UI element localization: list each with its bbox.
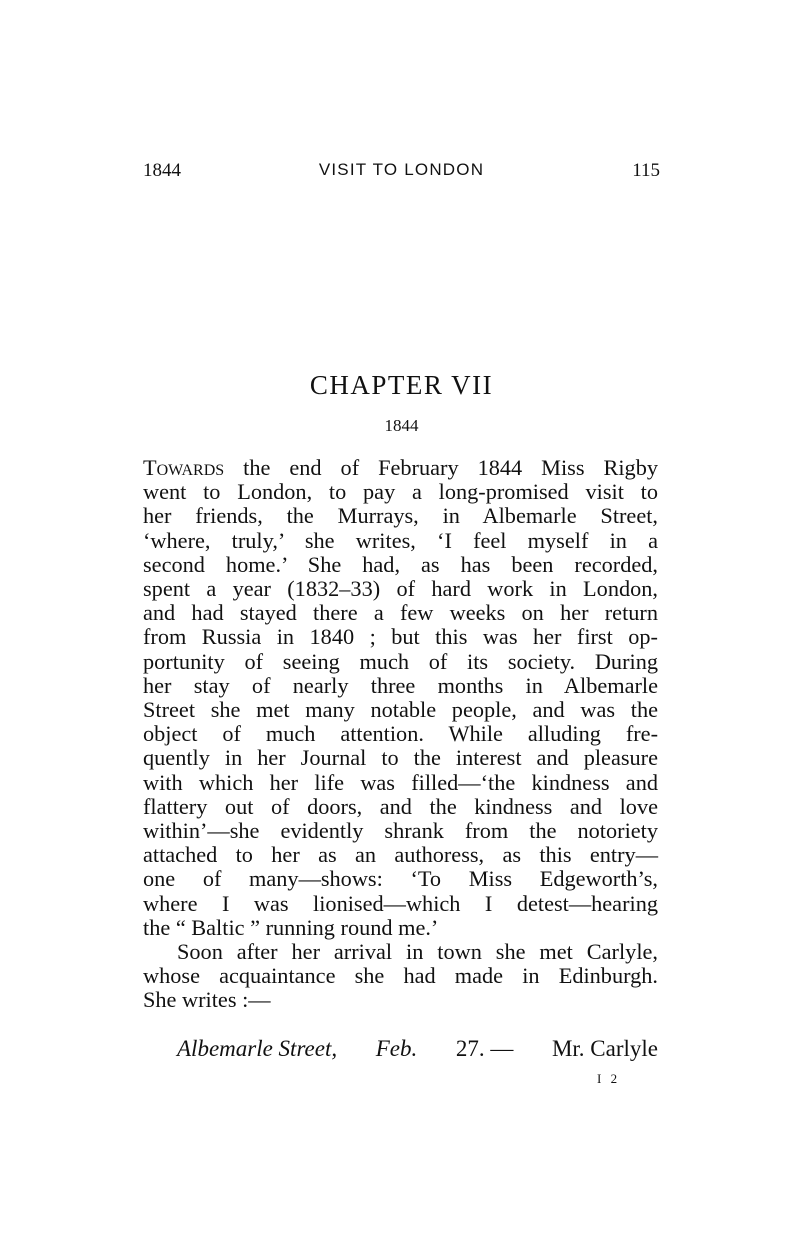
text-line: her friends, the Murrays, in Albemarle Street, [143,503,658,529]
text-line: where I was lionised—which I detest—hearing [143,890,658,916]
text-line: Street she met many notable people, and was the [143,697,658,723]
text-line: from Russia in 1840 ; but this was her first op- [143,624,658,650]
chapter-year: 1844 [384,416,419,435]
text-line: She writes :— [143,987,271,1013]
text-line: quently in her Journal to the interest and pleasure [143,745,658,771]
text-line: whose acquaintance she had made in Edinburgh. [143,963,658,989]
page-number: 115 [632,160,660,181]
dateline [143,1036,658,1062]
text-line: and had stayed there a few weeks on her return [143,600,658,626]
dateline-month: Feb. [375,1036,418,1061]
opening-word: Towards [143,455,225,480]
dateline-text: Mr. Carlyle [551,1036,658,1061]
running-head-year: 1844 [143,160,181,181]
text-line: Soon after her arrival in town she met Carlyle, [177,939,658,965]
text-line: attached to her as an authoress, as this entry— [143,842,658,868]
text-line: object of much attention. While alluding fre- [143,721,658,747]
chapter-heading: CHAPTER VII [309,370,494,400]
text-line: with which her life was filled—‘the kindness and [143,769,658,795]
text-line: the “ Baltic ” running round me.’ [143,914,439,940]
text-line: flattery out of doors, and the kindness and love [143,793,658,819]
text-line-rest: the end of February 1844 Miss Rigby [224,455,658,480]
text-line: went to London, to pay a long-promised visit to [143,479,658,505]
running-head [143,160,660,186]
running-head-title: VISIT TO LONDON [318,160,485,179]
text-line: spent a year (1832–33) of hard work in London, [143,576,658,602]
dateline-day: 27. — [455,1036,514,1061]
text-line [143,456,658,480]
paragraph-1 [143,456,658,940]
paragraph-2 [143,940,658,1013]
signature-mark: I 2 [597,1071,621,1086]
dateline-place: Albemarle Street, [177,1036,338,1061]
body-text [143,456,658,1013]
text-line: one of many—shows: ‘To Miss Edgeworth’s, [143,866,658,892]
text-line: portunity of seeing much of its society. During [143,648,658,674]
text-line: within’—she evidently shrank from the notoriety [143,818,658,844]
text-line: second home.’ She had, as has been recorded, [143,551,658,577]
text-line: her stay of nearly three months in Albemarle [143,672,658,698]
text-line: ‘where, truly,’ she writes, ‘I feel myself in a [143,527,658,553]
